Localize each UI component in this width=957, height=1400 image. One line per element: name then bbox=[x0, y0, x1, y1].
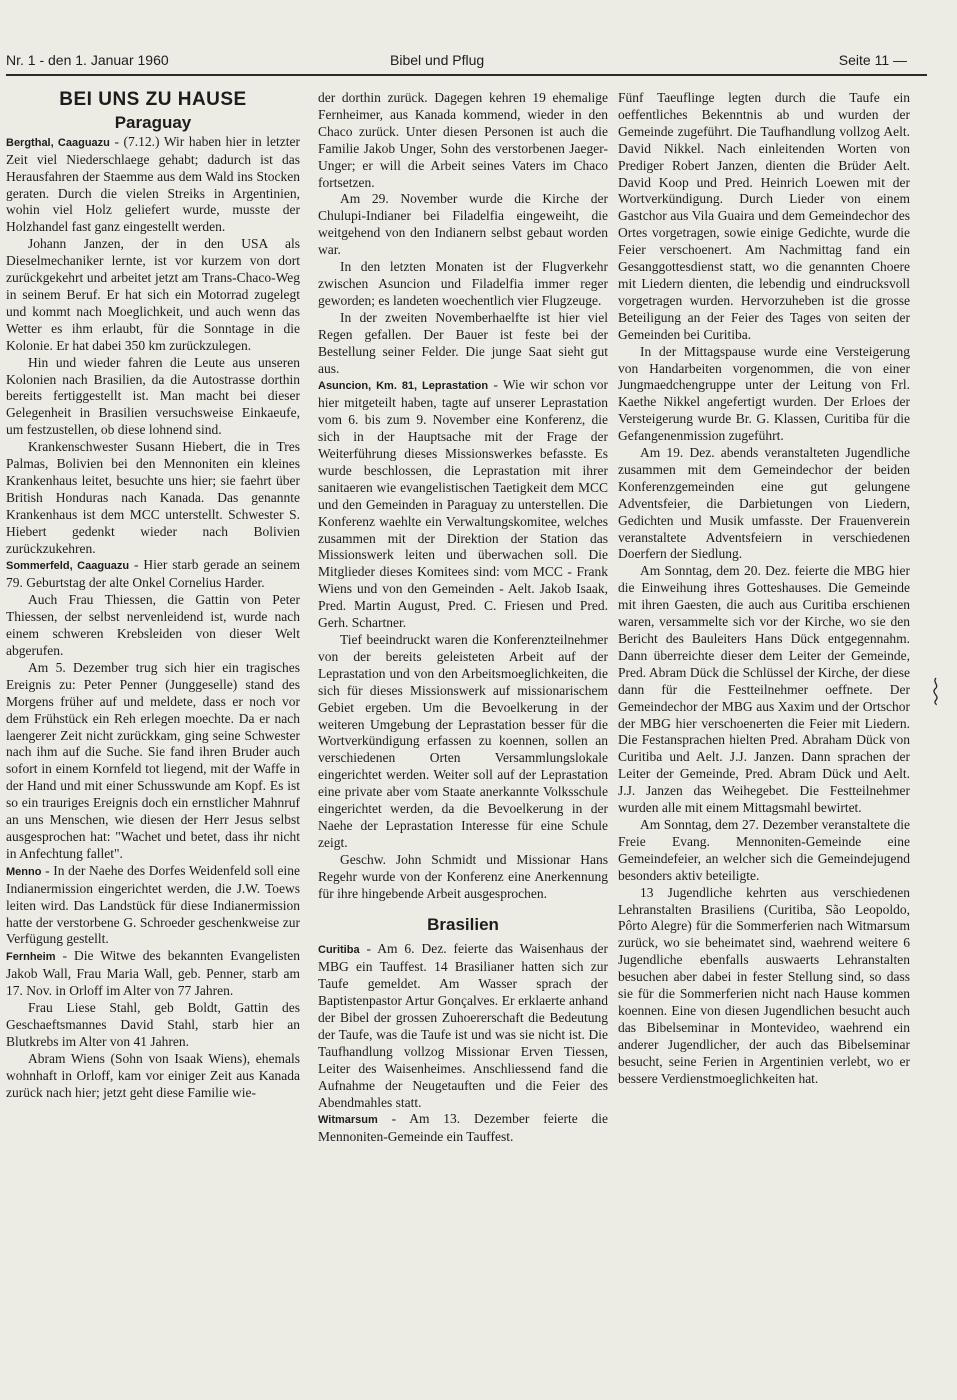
paragraph: Am 29. November wurde die Kirche der Chulupi-Indianer bei Filadelfia eingeweiht, die weitgehend von den Indianern selbst gebaut worden war. bbox=[318, 191, 608, 258]
issue-date: Nr. 1 - den 1. Januar 1960 bbox=[6, 52, 169, 68]
paragraph: 13 Jugendliche kehrten aus verschiedenen Lehranstalten Brasiliens (Curitiba, São Leopoldo, Pôrto Alegre) für die Sommerferien nach Witmarsum zurück, wo sie beheimatet sind, waehrend weitere 6 Jugendliche ebenfalls auswaerts Lehranstalten besuchen aber dabei in fester Stellung sind, so dass sie für die Sommerferien nicht nach Hause kommen koennen. Eine von diesen Jugendlichen besucht auch das Bibelseminar in Montevideo, waehrend ein anderer Jugendlicher, der auch das Bibelseminar besucht, seine Ferien in Argentinien verlebt, wo er bessere Verdienstmoeglichkeiten hat. bbox=[618, 884, 910, 1086]
place-name: Curitiba bbox=[318, 944, 360, 957]
paragraph: Auch Frau Thiessen, die Gattin von Peter Thiessen, der selbst nervenleidend ist, wurde nach einem schweren Krebsleiden von dieser Welt abgerufen. bbox=[6, 592, 300, 658]
paragraph: Krankenschwester Susann Hiebert, die in Tres Palmas, Bolivien bei den Mennoniten ein kleines Krankenhaus leitet, besuchte uns hier; sie faehrt über British Honduras nach Kanada. Das genannte Krankenhaus ist dem MCC unterstellt. Schwester S. Hiebert gedenkt wieder nach Bolivien zurückzukehren. bbox=[6, 439, 300, 556]
page-header bbox=[6, 48, 907, 74]
column-2 bbox=[318, 90, 608, 1380]
paragraph: Am 5. Dezember trug sich hier ein tragisches Ereignis zu: Peter Penner (Junggeselle) stand des Morgens früher auf und meldete, dass er noch vor dem Frühstück ein Reh erlegen moechte. Da er nach laengerer Zeit nicht zurückkam, ging seine Schwester nach ihm auf die Suche. Sie fand ihren Bruder auch sofort in einem Kornfeld tot liegend, mit der Waffe in der Hand und mit einer Schusswunde am Kopf. Es ist so ein trauriges Ereignis doch ein ernstlicher Mahnruf an uns Menschen, wie diesen der Herr Jesus selbst ausgesprochen hat: "Wachet und betet, dass ihr nicht in Anfechtung fallet". bbox=[6, 659, 300, 861]
place-name: Sommerfeld, Caaguazu bbox=[6, 560, 130, 573]
page-number: Seite 11 — bbox=[838, 52, 907, 68]
paragraph: In der zweiten Novemberhaelfte ist hier viel Regen gefallen. Der Bauer ist feste bei der Bestellung seiner Felder. Die junge Saat sieht gut aus. bbox=[318, 309, 608, 376]
paragraph: Geschw. John Schmidt und Missionar Hans Regehr wurde von der Konferenz eine Anerkennung für ihre hingebende Arbeit ausgesprochen. bbox=[318, 851, 608, 901]
paragraph: Frau Liese Stahl, geb Boldt, Gattin des Geschaeftsmannes David Stahl, starb hier an Blutkrebs im Alter von 41 Jahren. bbox=[6, 1000, 300, 1049]
column-3 bbox=[618, 90, 910, 1380]
region-heading-brasilien: Brasilien bbox=[427, 914, 499, 934]
paragraph: Johann Janzen, der in den USA als Dieselmechaniker lernte, ist vor kurzem von dort zurückgekehrt und arbeitet jetzt am Trans-Chaco-Weg in seinem Beruf. Er hat sich ein Motorrad zugelegt und kommt nach Moeglichkeit, und auch wenn das Wetter es ihm erlaubt, für die Sonntage in die Kolonie. Er hat dabei 350 km zurückzulegen. bbox=[6, 236, 300, 353]
paragraph: Hin und wieder fahren die Leute aus unseren Kolonien nach Brasilien, da die Autostrasse dorthin bereits fertiggestellt ist. Man macht bei dieser Gelegenheit in Brasilien versuchsweise Einkaeufe, um festzustellen, ob diese lohnend sind. bbox=[6, 354, 300, 438]
paragraph: Am 19. Dez. abends veranstalteten Jugendliche zusammen mit dem Gemeindechor der beiden Konferenzgemeinden eine gut gelungene Adventsfeier, die Darbietungen von Liedern, Gedichten und Musik umfasste. Der Frauenverein veranstaltete Adventsfeiern in verschiedenen Doerfern der Siedlung. bbox=[618, 445, 910, 562]
paragraph: Fünf Taeuflinge legten durch die Taufe ein oeffentliches Bekenntnis ab und wurden der Gemeinde zugeführt. Die Taufhandlung vollzog Aelt. David Nikkel. Nach einleitenden Worten von Prediger Robert Janzen, dienten die Brüder Aelt. David Koop und Pred. Heinrich Loewen mit der Wortverkündigung. Durch Lieder von einem Gastchor aus Vila Guaira und dem Gemeindechor des Ortes vorgetragen, sowie einige Gedichte, wurde die Feier verschoenert. Am Nachmittag fand ein Gesanggottesdienst statt, wo die genannten Choere mit Liedern dienten, die lebendig und eindrucksvoll vorgetragen wurden. Hervorzuheben ist die grosse Beteiligung an der Feier des Tages von seiten der Gemeinden bei Curitiba. bbox=[618, 90, 910, 342]
paragraph: Am Sonntag, dem 27. Dezember veranstaltete die Freie Evang. Mennoniten-Gemeinde eine Gemeindefeier, an welcher sich die Gemeindejugend besonders aktiv beteiligte. bbox=[618, 816, 910, 883]
place-name: Asuncion, Km. 81, Leprastation bbox=[318, 380, 489, 393]
news-text: - Am 13. Dezember feierte die Mennoniten-Gemeinde ein Tauffest. bbox=[318, 1111, 608, 1145]
news-item-menno bbox=[6, 863, 300, 949]
region-heading-paraguay: Paraguay bbox=[114, 112, 192, 132]
margin-pen-mark bbox=[930, 676, 942, 706]
news-item-bergthal bbox=[6, 134, 300, 236]
news-text: - Die Witwe des bekannten Evangelisten Jakob Wall, Frau Maria Wall, geb. Penner, starb am 17. Nov. in Orloff im Alter von 77 Jahren. bbox=[6, 948, 300, 999]
paragraph: In der Mittagspause wurde eine Versteigerung von Handarbeiten vorgenommen, die von einer Jungmaedchengruppe unter der Leitung von Frl. Kaethe Nikkel angefertigt wurden. Der Erloes der Versteigerung wurde Br. G. Klassen, Curitiba für die Gefangenenmission zugeführt. bbox=[618, 343, 910, 444]
publication-title: Bibel und Pflug bbox=[390, 52, 485, 68]
header-rule bbox=[6, 74, 927, 76]
paragraph: In den letzten Monaten ist der Flugverkehr zwischen Asuncion und Filadelfia immer reger geworden; es landeten woechentlich vier Flugzeuge. bbox=[318, 259, 608, 308]
news-item-asuncion bbox=[318, 377, 608, 632]
section-heading: BEI UNS ZU HAUSE bbox=[59, 90, 247, 110]
news-item-fernheim bbox=[6, 948, 300, 1000]
place-name: Bergthal, Caaguazu bbox=[6, 136, 110, 149]
news-item-sommerfeld bbox=[6, 557, 300, 592]
news-text: - Hier starb gerade an seinem 79. Geburtstag der alte Onkel Cornelius Harder. bbox=[6, 557, 300, 591]
place-name: Menno bbox=[6, 865, 42, 878]
paragraph: der dorthin zurück. Dagegen kehren 19 ehemalige Fernheimer, aus Kanada kommend, wieder in den Chaco zurück. Unter diesen Personen ist auch die Familie Jakob Unger, Sohn des verstorbenen Jaeger-Unger; er will die Arbeit seines Vaters im Chaco fortsetzen. bbox=[318, 90, 608, 190]
place-name: Witmarsum bbox=[318, 1114, 378, 1127]
news-text: - In der Naehe des Dorfes Weidenfeld soll eine Indianermission eingerichtet werden, die J.W. Toews leiten wird. Das Landstück für diese Indianermission hatte der verstorbene G. Schroeder geschenkweise zur Verfügung gestellt. bbox=[6, 862, 300, 947]
place-name: Fernheim bbox=[6, 951, 56, 964]
paragraph: Am Sonntag, dem 20. Dez. feierte die MBG hier die Einweihung ihres Gotteshauses. Die Gemeinde mit ihren Gaesten, die auch aus Curitiba erschienen waren, versammelte sich vor der Kirche, wo sie den Bericht des Bauleiters Hans Dück entgegennahm. Dann überreichte dieser dem Leiter der Gemeinde, Pred. Abram Dück die Schlüssel der Kirche, der diese dann für die Festteilnehmer oeffnete. Der Gemeindechor der MBG aus Xaxim und der Ortschor der MBG hier verschoenerten die Feier mit Liedern. Die Festansprachen hielten Pred. Abraham Dück von Curitiba und Aelt. J.J. Janzen. Dann sprachen der Leiter der Gemeinde, Pred. Abram Dück und Aelt. J.J. Janzen das Weihegebet. Die Festteilnehmer wurden alle mit einem Mittagsmahl bewirtet. bbox=[618, 563, 910, 816]
news-item-curitiba bbox=[318, 941, 608, 1111]
paragraph: Abram Wiens (Sohn von Isaak Wiens), ehemals wohnhaft in Orloff, kam vor einiger Zeit aus Kanada zurück nach hier; jetzt geht diese Familie wie- bbox=[6, 1050, 300, 1100]
news-text: - (7.12.) Wir haben hier in letzter Zeit viel Niederschlaege gehabt; dadurch ist das Herausfahren der Staemme aus dem Wald ins Stocken geraten. Durch die vielen Streiks in Argentinien, wohin viel Holz geliefert wurde, musste der Holzhandel fast ganz eingestellt werden. bbox=[6, 133, 300, 235]
column-1 bbox=[6, 90, 300, 1380]
news-text: - Wie wir schon vor hier mitgeteilt haben, tagte auf unserer Leprastation vom 6. bis zum 9. November eine Konferenz, die sich in der Hauptsache mit der Frage der Weiterführung dieses Missionswerkes befasste. Es wurde beschlossen, die Leprastation mit ihrer sanitaeren wie evangelistischen Taetigkeit dem MCC und den Gemeinden in Paraguay zu unterstellen. Die Konferenz waehlte ein Verwaltungskomitee, welches zusammen mit der Direktion der Station das Missionswerk leiten und überwachen soll. Die Mitglieder dieses Komitees sind: vom MCC - Frank Wiens und von den Gemeinden - Aelt. Jakob Isaak, Pred. Martin August, Pred. C. Friesen und Pred. Gerh. Schartner. bbox=[318, 377, 608, 631]
paragraph: Tief beeindruckt waren die Konferenzteilnehmer von der bereits geleisteten Arbeit auf der Leprastation und von den Arbeitsmoeglichkeiten, die sich für dieses Missionswerk auf missionarischem Gebiet ergeben. Um die Bevoelkerung in der weiteren Umgebung der Leprastation besser für die Wortverkündigung erfassen zu koennen, sollen an verschiedenen Orten Versammlungslokale eingerichtet werden. Weiter soll auf der Leprastation eine private aber vom Staate anerkannte Volksschule eingerichtet werden, da die Bevoelkerung in der Naehe der Leprastation Interesse für eine Schule zeigt. bbox=[318, 632, 608, 850]
news-item-witmarsum bbox=[318, 1111, 608, 1146]
news-text: - Am 6. Dez. feierte das Waisenhaus der MBG ein Tauffest. 14 Brasilianer hatten sich zur Taufe gemeldet. Am Wasser sprach der Baptistenpastor Artur Gonçalves. Er erklaerte anhand der Bibel der grossen Zuhoererschaft die Bedeutung der Taufe, was die Taufe ist und was sie nicht ist. Die Taufhandlung vollzog Missionar Erven Tiessen, Leiter des Waisenheimes. Anschliessend fand die Aufnahme der Neugetauften und die Feier des Abendmahles statt. bbox=[318, 941, 608, 1110]
